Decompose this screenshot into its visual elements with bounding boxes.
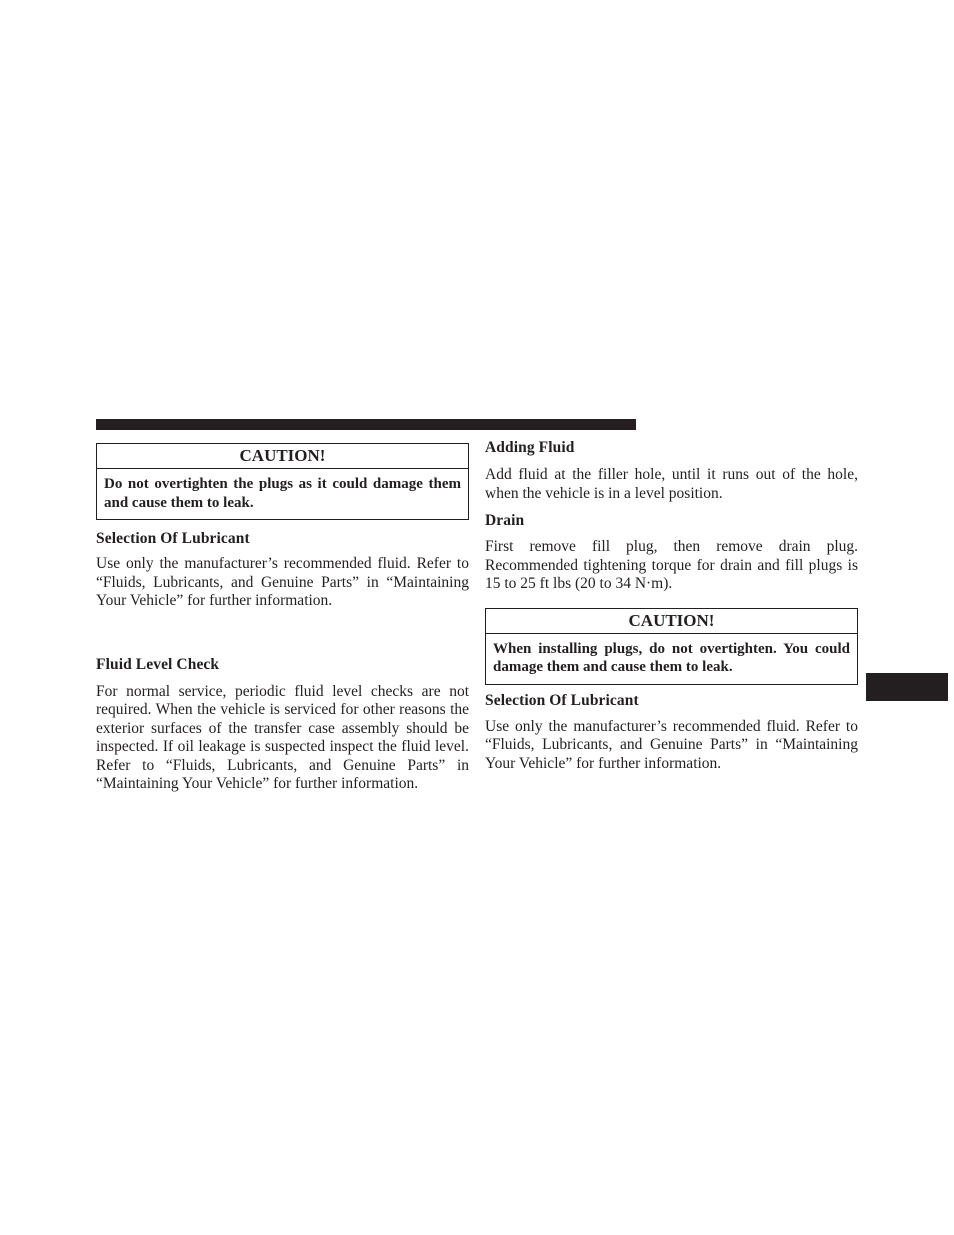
caution-box <box>96 443 469 520</box>
left-column <box>96 443 469 794</box>
caution-body: Do not overtighten the plugs as it could damage them and cause them to leak. <box>104 476 461 511</box>
section-heading-selection-of-lubricant: Selection Of Lubricant <box>96 530 250 547</box>
caution-title: CAUTION! <box>486 609 857 634</box>
paragraph-selection-of-lubricant: Use only the manufacturer’s recommended fluid. Refer to “Fluids, Lubricants, and Genuine Parts” in “Maintaining Your Vehicle” for further information. <box>96 555 469 609</box>
chapter-tab <box>866 673 948 701</box>
caution-title: CAUTION! <box>97 444 468 469</box>
paragraph-fluid-level-check: For normal service, periodic fluid level checks are not required. When the vehicle is serviced for other reasons the exterior surfaces of the transfer case assembly should be inspected. If oil leakage is suspected inspect the fluid level. Refer to “Fluids, Lubricants, and Genuine Parts” in “Maintaining Your Vehicle” for further information. <box>96 682 469 792</box>
header-rule <box>96 419 636 430</box>
caution-body: When installing plugs, do not overtighten. You could damage them and cause them to leak. <box>493 640 850 675</box>
paragraph-selection-of-lubricant: Use only the manufacturer’s recommended fluid. Refer to “Fluids, Lubricants, and Genuine Parts” in “Maintaining Your Vehicle” for further information. <box>485 717 858 772</box>
paragraph-drain: First remove fill plug, then remove drain plug. Recommended tightening torque for drain and fill plugs is 15 to 25 ft lbs (20 to 34 N·m). <box>485 538 858 592</box>
section-heading-selection-of-lubricant: Selection Of Lubricant <box>485 691 639 709</box>
right-column <box>485 438 858 773</box>
section-heading-drain: Drain <box>485 512 525 529</box>
section-heading-adding-fluid: Adding Fluid <box>485 439 575 456</box>
paragraph-adding-fluid: Add fluid at the filler hole, until it runs out of the hole, when the vehicle is in a level position. <box>485 466 858 502</box>
caution-box <box>485 608 858 685</box>
section-heading-fluid-level-check: Fluid Level Check <box>96 655 220 673</box>
